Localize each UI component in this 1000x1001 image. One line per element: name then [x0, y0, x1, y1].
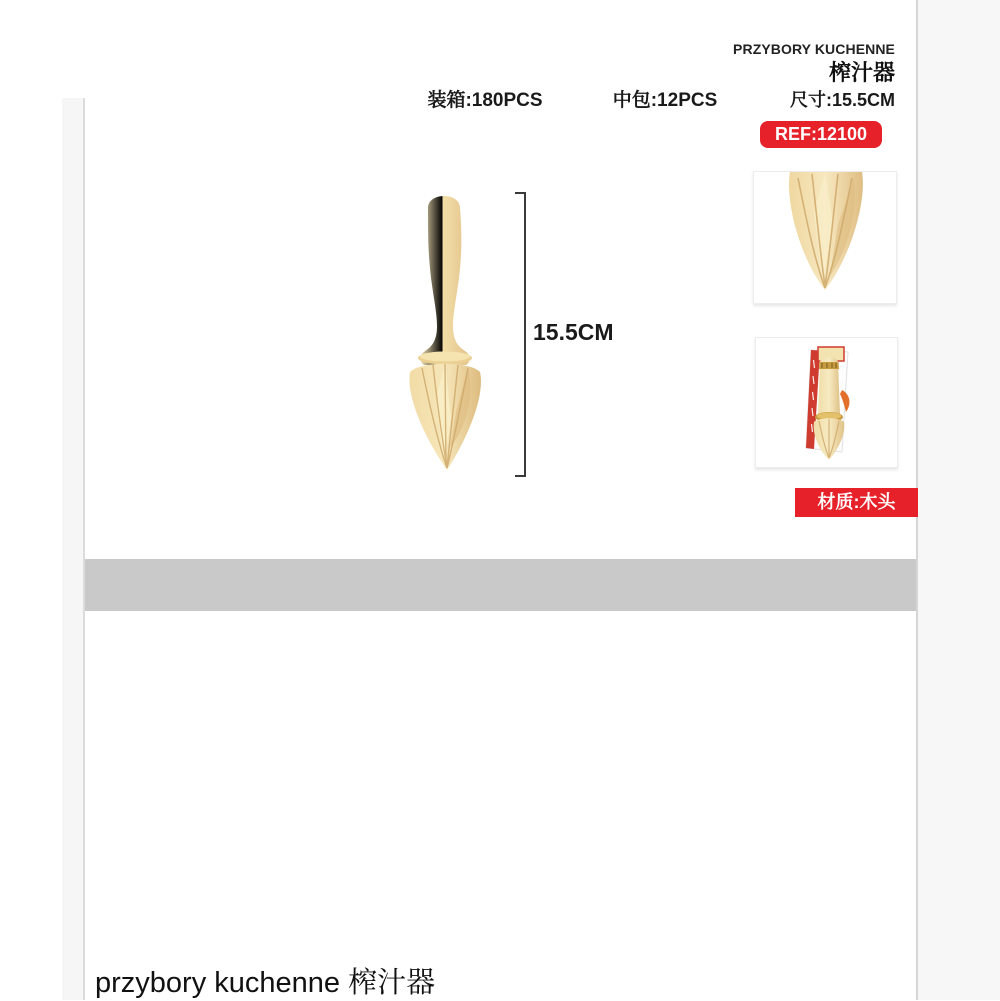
- product-photo: [398, 186, 494, 478]
- section-divider-band: [85, 559, 916, 611]
- material-badge: 材质:木头: [795, 488, 918, 517]
- juicer-illustration: [398, 186, 494, 478]
- dimension-bracket-line: [524, 192, 526, 477]
- thumbnail-packaged-product: [755, 337, 898, 468]
- ref-badge: REF:12100: [760, 121, 882, 148]
- inner-pack-label: 中包:12PCS: [612, 90, 718, 111]
- carton-pack-label: 装箱:180PCS: [427, 90, 543, 111]
- dimension-bracket-cap-top: [515, 192, 525, 194]
- size-label: 尺寸:15.5CM: [789, 90, 895, 110]
- dimension-label: 15.5CM: [533, 319, 614, 345]
- right-margin: [918, 0, 1000, 1000]
- product-title: 榨汁器: [828, 60, 895, 85]
- cone-closeup-illustration: [754, 172, 896, 303]
- caption: przybory kuchenne 榨汁器: [95, 967, 436, 999]
- dimension-bracket-cap-bottom: [515, 475, 525, 477]
- left-margin-strip: [62, 98, 83, 1000]
- page-border-left: [83, 98, 85, 1000]
- category-label: PRZYBORY KUCHENNE: [733, 41, 895, 57]
- thumbnail-cone-closeup: [753, 171, 897, 304]
- packaged-product-illustration: [756, 338, 897, 467]
